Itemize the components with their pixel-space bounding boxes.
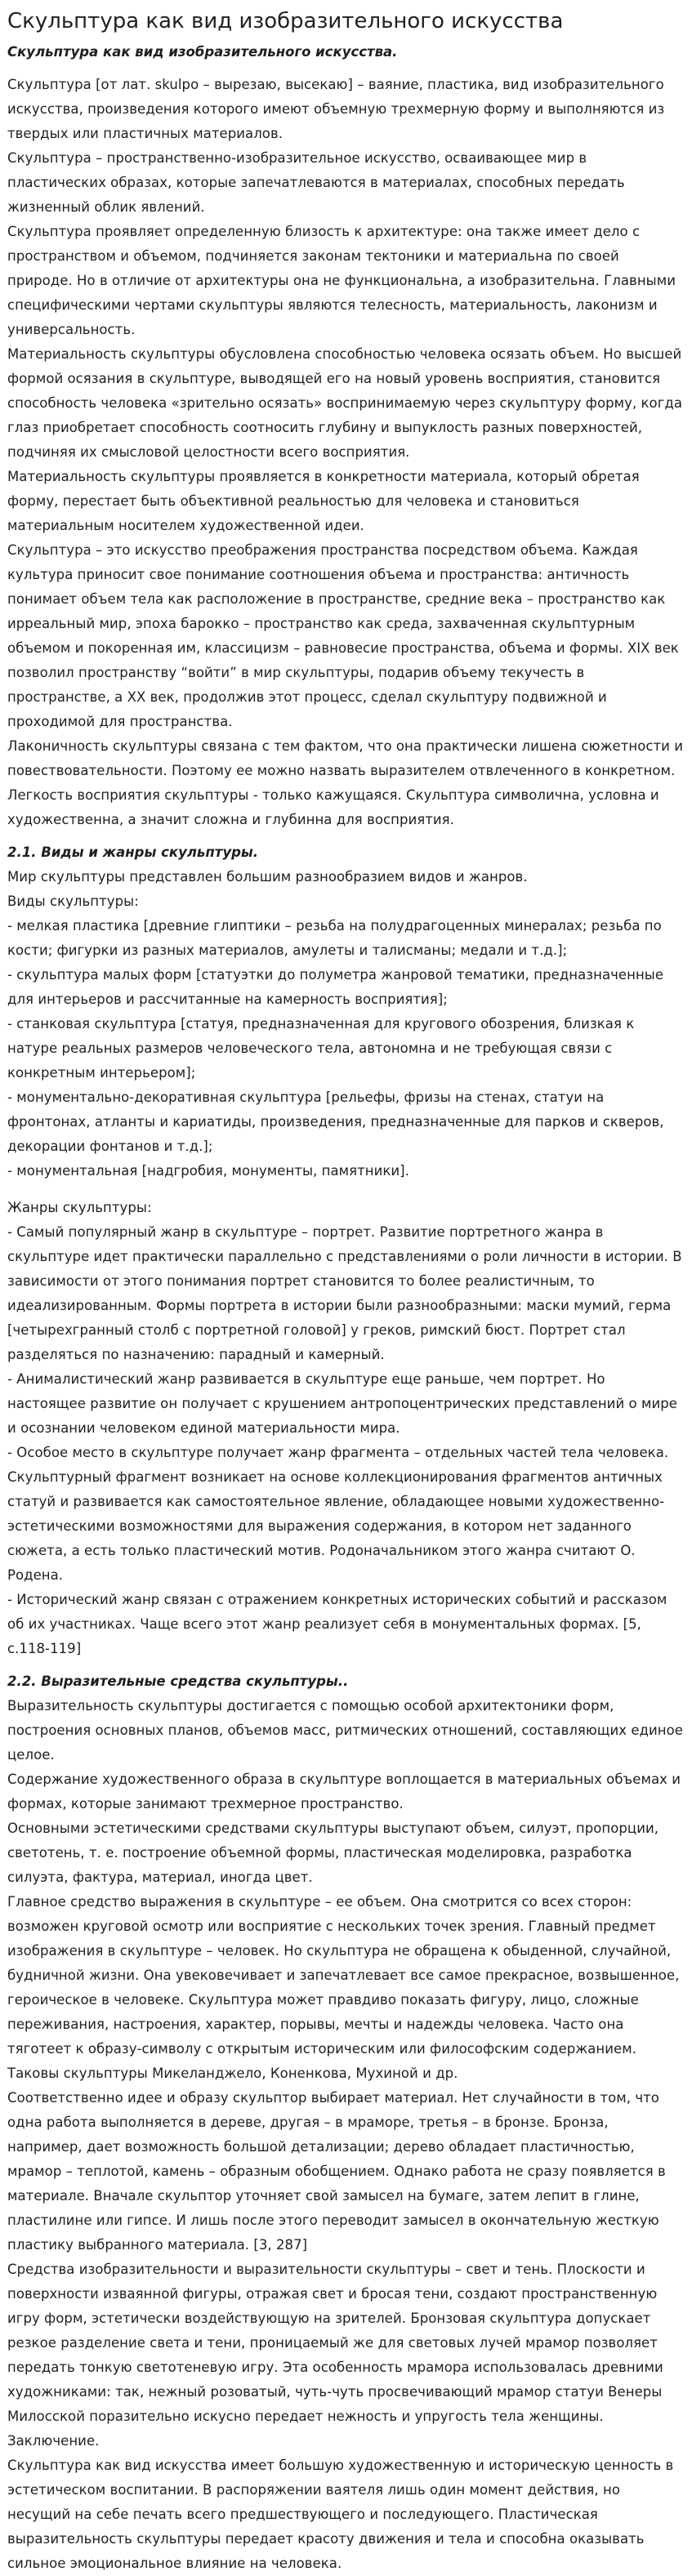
list-heading: Жанры скульптуры: bbox=[7, 1200, 152, 1215]
paragraph: Материальность скульптуры обусловлена способностью человека осязать объем. Но высшей формой осязания в скульптуре, выводящей его на новый уровень восприятия, становится способность человека «зрительно осязать» воспринимаемую через скульптуру форму, когда глаз приобретает способность соотносить глубину и выпуклость разных поверхностей, подчиняя их смысловой целостности всего восприятия. bbox=[7, 346, 683, 460]
list-item: - монументальная [надгробия, монументы, памятники]. bbox=[7, 1163, 409, 1179]
paragraph: Мир скульптуры представлен большим разнообразием видов и жанров. bbox=[7, 869, 528, 885]
paragraph: Средства изобразительности и выразительности скульптуры – свет и тень. Плоскости и поверхности изваянной фигуры, отражая свет и бросая тени, создают пространственную игру форм, эстетически воздействующую на зрителей. Бронзовая скульптура допускает резкое разделение света и тени, проницаемый же для световых лучей мрамор позволяет передать тонкую светотеневую игру. Эта особенность мрамора использовалась древними художниками: так, нежный розоватый, чуть-чуть просвечивающий мрамор статуи Венеры Милосской поразительно искусно передает нежность и упругость тела женщины. bbox=[7, 2262, 663, 2424]
spacer bbox=[7, 1183, 685, 1196]
paragraph: Выразительность скульптуры достигается с помощью особой архитектоники форм, построения основных планов, объемов масс, ритмических отношений, составляющих единое целое. bbox=[7, 1698, 683, 1763]
paragraph: Главное средство выражения в скульптуре – ее объем. Она смотрится со всех сторон: возможен круговой осмотр или восприятие с нескольких точек зрения. Главный предмет изображения в скульптуре – человек. Но скульптура не обращена к обыденной, случайной, будничной жизни. Она увековечивает и запечатлевает все самое прекрасное, возвышенное, героическое в человеке. Скульптура может правдиво показать фигуру, лицо, сложные переживания, настроения, характер, порывы, мечты и надежды человека. Часто она тяготеет к образу-символу с открытым историческим или философским содержанием. Таковы скульптуры Микеланджело, Коненкова, Мухиной и др. bbox=[7, 1894, 680, 2081]
paragraph: Основными эстетическими средствами скульптуры выступают объем, силуэт, пропорции, светотень, т. е. построение объемной формы, пластическая моделировка, разработка силуэта, фактура, материал, иногда цвет. bbox=[7, 1821, 659, 1885]
article-subtitle: Скульптура как вид изобразительного искусства. bbox=[7, 44, 398, 60]
intro-section bbox=[7, 73, 685, 832]
page-title: Скульптура как вид изобразительного искусства bbox=[7, 9, 564, 33]
list-item: - Самый популярный жанр в скульптуре – портрет. Развитие портретного жанра в скульптуре идет практически параллельно с представлениями о роли личности в истории. В зависимости от этого понимания портрет становится то более реалистичным, то идеализированным. Формы портрета в истории были разнообразными: маски мумий, герма [четырехгранный столб с портретной головой] у греков, римский бюст. Портрет стал разделяться по назначению: парадный и камерный. bbox=[7, 1224, 682, 1362]
list-item: - Анималистический жанр развивается в скульптуре еще раньше, чем портрет. Но настоящее развитие он получает с крушением антропоцентрических представлений о мире и осознании человеком единой материальности мира. bbox=[7, 1371, 677, 1436]
list-item: - станковая скульптура [статуя, предназначенная для кругового обозрения, близкая к натуре реальных размеров человеческого тела, автономна и не требующая связи с конкретным интерьером]; bbox=[7, 1016, 635, 1081]
list-heading: Виды скульптуры: bbox=[7, 894, 139, 909]
section-heading: 2.1. Виды и жанры скульптуры. bbox=[7, 845, 259, 860]
list-item: - Особое место в скульптуре получает жанр фрагмента – отдельных частей тела человека. Скульптурный фрагмент возникает на основе коллекционирования фрагментов античных статуй и развивается как самостоятельное явление, обладающее новыми художественно-эстетическими возможностями для выражения содержания, в котором нет заданного сюжета, а есть только пластический мотив. Родоначальником этого жанра считают О. Родена. bbox=[7, 1445, 669, 1583]
section-types-genres bbox=[7, 840, 685, 1661]
list-item: - Исторический жанр связан с отражением конкретных исторических событий и рассказом об их участниках. Чаще всего этот жанр реализует себя в монументальных формах. [5, с.118-119] bbox=[7, 1592, 667, 1656]
paragraph: Лаконичность скульптуры связана с тем фактом, что она практически лишена сюжетности и повествовательности. Поэтому ее можно назвать выразителем отвлеченного в конкретном. Легкость восприятия скульптуры - только кажущаяся. Скульптура символична, условна и художественна, а значит сложна и глубинна для восприятия. bbox=[7, 738, 683, 827]
list-item: - мелкая пластика [древние глиптики – резьба на полудрагоценных минералах; резьба по кости; фигурки из разных материалов, амулеты и талисманы; медали и т.д.]; bbox=[7, 918, 662, 958]
paragraph: Содержание художественного образа в скульптуре воплощается в материальных объемах и формах, которые занимают трехмерное пространство. bbox=[7, 1772, 681, 1812]
paragraph: Скульптура [от лат. skulpo – вырезаю, высекаю] – ваяние, пластика, вид изобразительного искусства, произведения которого имеют объемную трехмерную форму и выполняются из твердых или пластичных материалов. bbox=[7, 77, 665, 141]
paragraph: Скульптура – это искусство преображения пространства посредством объема. Каждая культура приносит свое понимание соотношения объема и пространства: античность понимает объем тела как расположение в пространстве, средние века – пространство как ирреальный мир, эпоха барокко – пространство как среда, захваченная скульптурным объемом и покоренная им, классицизм – равновесие пространства, объема и формы. XIX век позволил пространству “войти” в мир скульптуры, подарив объему текучесть в пространстве, а XX век, продолжив этот процесс, сделал скульптуру подвижной и проходимой для пространства. bbox=[7, 542, 679, 729]
paragraph: Скульптура проявляет определенную близость к архитектуре: она также имеет дело с пространством и объемом, подчиняется законам тектоники и материальна по своей природе. Но в отличие от архитектуры она не функциональна, а изобразительна. Главными специфическими чертами скульптуры являются телесность, материальность, лаконизм и универсальность. bbox=[7, 224, 676, 337]
list-item: - скульптура малых форм [статуэтки до полуметра жанровой тематики, предназначенные для интерьеров и рассчитанные на камерность восприятия]; bbox=[7, 967, 664, 1007]
paragraph: Скульптура как вид искусства имеет большую художественную и историческую ценность в эстетическом воспитании. В распоряжении ваятеля лишь один момент действия, но несущий на себе печать всего предшествующего и последующего. Пластическая выразительность скульптуры передает красоту движения и тела и способна оказывать сильное эмоциональное влияние на человека. bbox=[7, 2458, 674, 2571]
paragraph: Материальность скульптуры проявляется в конкретности материала, который обретая форму, перестает быть объективной реальностью для человека и становиться материальным носителем художественной идеи. bbox=[7, 469, 640, 533]
section-heading: 2.2. Выразительные средства скульптуры.. bbox=[7, 1674, 349, 1689]
paragraph: Соответственно идее и образу скульптор выбирает материал. Нет случайности в том, что одна работа выполняется в дереве, другая – в мраморе, третья – в бронзе. Бронза, например, дает возможность большой детализации; дерево обладает пластичностью, мрамор – теплотой, камень – образным обобщением. Однако работа не сразу появляется в материале. Вначале скульптор уточняет свой замысел на бумаге, затем лепит в глине, пластилине или гипсе. И лишь после этого переводит замысел в окончательную жесткую пластику выбранного материала. [3, 287] bbox=[7, 2090, 666, 2253]
paragraph: Скульптура – пространственно-изобразительное искусство, осваивающее мир в пластических образах, которые запечатлеваются в материалах, способных передать жизненный облик явлений. bbox=[7, 150, 625, 215]
conclusion-heading: Заключение. bbox=[7, 2433, 100, 2449]
section-expressive-means bbox=[7, 1669, 685, 2576]
list-item: - монументально-декоративная скульптура [рельефы, фризы на стенах, статуи на фронтонах, атланты и кариатиды, произведения, предназначенные для парков и скверов, декорации фонтанов и т.д.]; bbox=[7, 1090, 664, 1154]
